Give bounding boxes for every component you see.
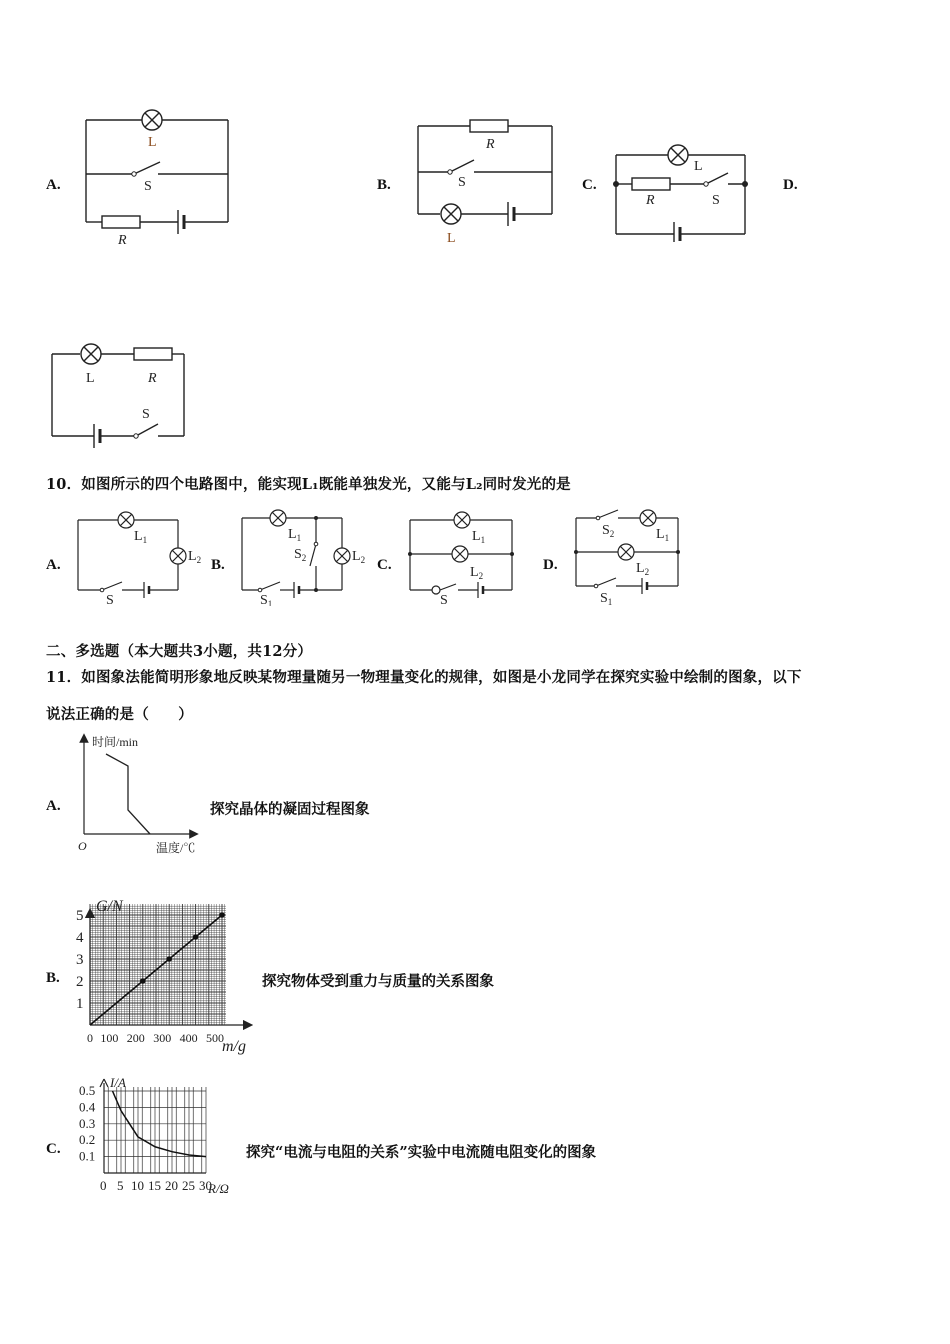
y-tick-label: 2 [76,974,84,990]
x-tick-label: 100 [100,1031,119,1045]
q10-option-d-letter: D. [543,557,558,573]
q11-option-a-caption: 探究晶体的凝固过程图象 [210,801,370,818]
y-tick-label: 0.4 [79,1099,96,1115]
switch-label: S [712,193,720,208]
data-point [140,978,146,984]
svg-text:L1: $L_1$ [134,529,148,545]
svg-text:L1: $L_1$ [656,527,670,543]
x-tick-label: 10 [131,1178,144,1193]
y-tick-label: 1 [76,996,84,1012]
q9-option-c-letter: C. [582,177,597,193]
q10-option-a-letter: A. [46,557,61,573]
q11-option-b-letter: B. [46,970,60,986]
q10-circuit-c [402,506,522,606]
x-tick-label: 200 [126,1031,145,1045]
chart-b [72,893,262,1058]
svg-text:L1: $L_1$ [472,529,486,545]
x-axis-label: m/g [222,1038,246,1055]
series-line [106,754,150,834]
lamp-label: L [447,231,456,246]
section-title: 二、多选题（本大题共3小题，共12分） [46,643,313,660]
q10-circuit-a [70,508,210,608]
q11-option-a-letter: A. [46,798,61,814]
l2-label: L [188,549,197,564]
y-axis-label: I/A [110,1075,126,1090]
lamp-label: L [148,135,157,150]
y-tick-label: 0.3 [79,1115,96,1131]
s-label: S [106,593,114,608]
switch-label: S [144,179,152,194]
svg-text:L2: $L_2$ [352,549,366,565]
switch-label: S [458,175,466,190]
q10-question-text: 10．如图所示的四个电路图中，能实现L₁既能单独发光，又能与L₂同时发光的是 [46,476,571,493]
x-tick-label: 0 [87,1031,93,1045]
y-tick-label: 5 [76,908,84,924]
y-tick-label: 3 [76,952,84,968]
x-tick-label: 5 [117,1178,124,1193]
chart-a [70,730,215,860]
svg-text:L2: $L_2$ [470,565,484,581]
svg-text:S2: $S_2$ [294,547,307,563]
y-axis-label: 时间/min [92,735,139,749]
x-tick-label: 25 [182,1178,195,1193]
y-tick-label: 0.5 [79,1083,96,1098]
svg-text:S1: $S_1$ [600,591,613,607]
data-point [219,912,225,918]
resistor-label: R [646,193,655,208]
y-tick-label: 0.2 [79,1132,96,1148]
lamp-label: L [86,371,95,386]
q9-circuit-d [44,338,194,448]
q11-question-line1: 11．如图象法能简明形象地反映某物理量随另一物理量变化的规律，如图是小龙同学在探究实验中绘制的图象，以下 [46,669,802,686]
q10-circuit-b [234,506,374,606]
q11-question-line2: 说法正确的是（ ） [46,706,193,723]
y-tick-label: 4 [76,930,84,946]
resistor-label: R [486,137,495,152]
svg-text:L2: $L_2$ [636,561,650,577]
x-tick-label: 500 [206,1031,224,1045]
l1-label: L [134,529,143,544]
q9-circuit-b [410,114,560,250]
origin-label: O [78,839,87,853]
q9-option-a-letter: A. [46,177,61,193]
svg-text:S1: $S_1$ [260,593,273,606]
q11-option-b-caption: 探究物体受到重力与质量的关系图象 [262,973,494,990]
x-tick-label: 30 [199,1178,212,1193]
svg-text:L1: $L_1$ [288,527,302,543]
q10-circuit-d [568,500,688,608]
chart-c [74,1073,249,1198]
x-tick-label: 15 [148,1178,161,1193]
svg-text:L2: $L_2$ [188,549,202,565]
x-tick-label: 400 [179,1031,198,1045]
q10-option-b-letter: B. [211,557,225,573]
switch-label: S [142,407,150,422]
x-tick-label: 300 [153,1031,172,1045]
q9-circuit-a [78,104,238,254]
svg-text:S2: $S_2$ [602,523,615,539]
q9-option-b-letter: B. [377,177,391,193]
q9-circuit-c [608,140,758,242]
x-tick-label: 20 [165,1178,178,1193]
resistor-label: R [118,233,127,248]
q10-option-c-letter: C. [377,557,392,573]
q11-option-c-caption: 探究“电流与电阻的关系”实验中电流随电阻变化的图象 [246,1144,597,1161]
y-tick-label: 0.1 [79,1148,96,1164]
x-tick-label: 0 [100,1178,107,1193]
q9-option-d-letter: D. [783,177,798,193]
q11-option-c-letter: C. [46,1141,61,1157]
y-axis-label: G/N [96,898,123,915]
x-axis-label: R/Ω [208,1181,229,1196]
lamp-label: L [694,159,703,174]
resistor-label: R [148,371,157,386]
svg-text:S: S [440,593,448,606]
x-axis-label: 温度/℃ [156,841,196,855]
data-point [166,956,172,962]
data-point [193,934,199,940]
